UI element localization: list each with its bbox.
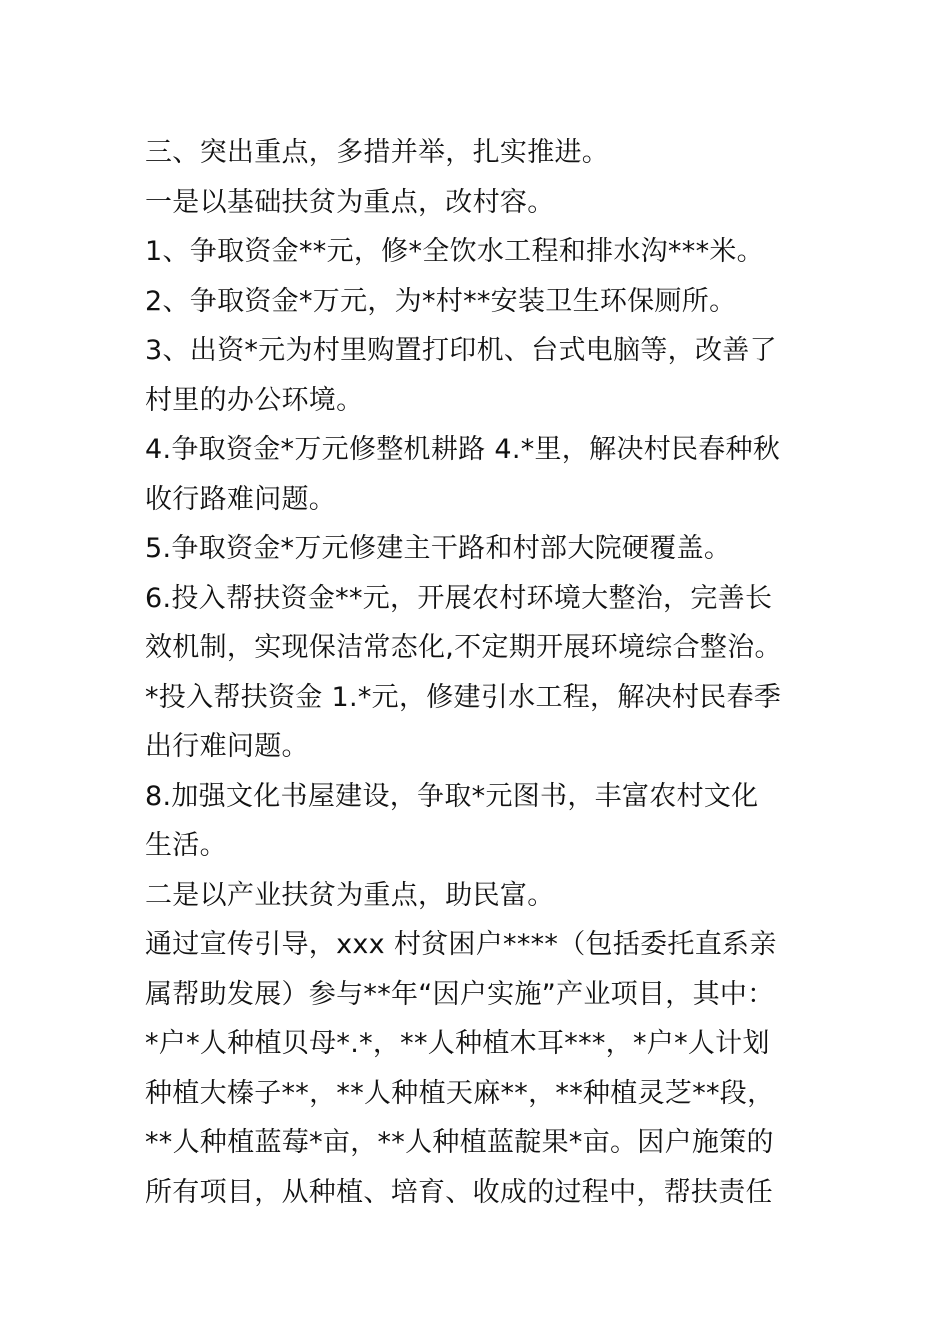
- paragraph-line: 生活。: [145, 830, 227, 861]
- subheading-industry: 二是以产业扶贫为重点，助民富。: [145, 879, 555, 911]
- section-heading: 三、突出重点，多措并举，扎实推进。: [145, 137, 610, 168]
- paragraph-line: *投入帮扶资金 1.*元，修建引水工程，解决村民春季: [145, 681, 782, 713]
- paragraph-line: 4.争取资金*万元修整机耕路 4.*里，解决村民春种秋: [145, 434, 781, 465]
- paragraph-line: **人种植蓝莓*亩，**人种植蓝靛果*亩。因户施策的: [145, 1127, 774, 1158]
- paragraph-line: 属帮助发展）参与**年“因户实施”产业项目，其中：: [145, 978, 775, 1010]
- paragraph-line: 出行难问题。: [145, 731, 309, 762]
- subheading-infrastructure: 一是以基础扶贫为重点，改村容。: [145, 186, 555, 218]
- paragraph-line: 6.投入帮扶资金**元，开展农村环境大整治，完善长: [145, 582, 773, 614]
- paragraph-line: 所有项目，从种植、培育、收成的过程中，帮扶责任: [145, 1176, 773, 1208]
- paragraph-line: 2、争取资金*万元，为*村**安装卫生环保厕所。: [145, 285, 737, 317]
- paragraph-line: 效机制，实现保洁常态化,不定期开展环境综合整治。: [145, 632, 782, 663]
- paragraph-line: 3、出资*元为村里购置打印机、台式电脑等，改善了: [145, 335, 777, 366]
- paragraph-line: 1、争取资金**元，修*全饮水工程和排水沟***米。: [145, 236, 764, 267]
- document-body: [145, 128, 825, 1217]
- paragraph-line: 5.争取资金*万元修建主干路和村部大院硬覆盖。: [145, 533, 732, 564]
- paragraph-line: 通过宣传引导，xxx 村贫困户****（包括委托直系亲: [145, 929, 777, 960]
- paragraph-line: 收行路难问题。: [145, 483, 337, 515]
- paragraph-line: *户*人种植贝母*.*，**人种植木耳***，*户*人计划: [145, 1028, 770, 1059]
- paragraph-line: 种植大榛子**，**人种植天麻**，**种植灵芝**段，: [145, 1077, 775, 1109]
- paragraph-line: 村里的办公环境。: [145, 384, 364, 416]
- paragraph-line: 8.加强文化书屋建设，争取*元图书，丰富农村文化: [145, 780, 759, 812]
